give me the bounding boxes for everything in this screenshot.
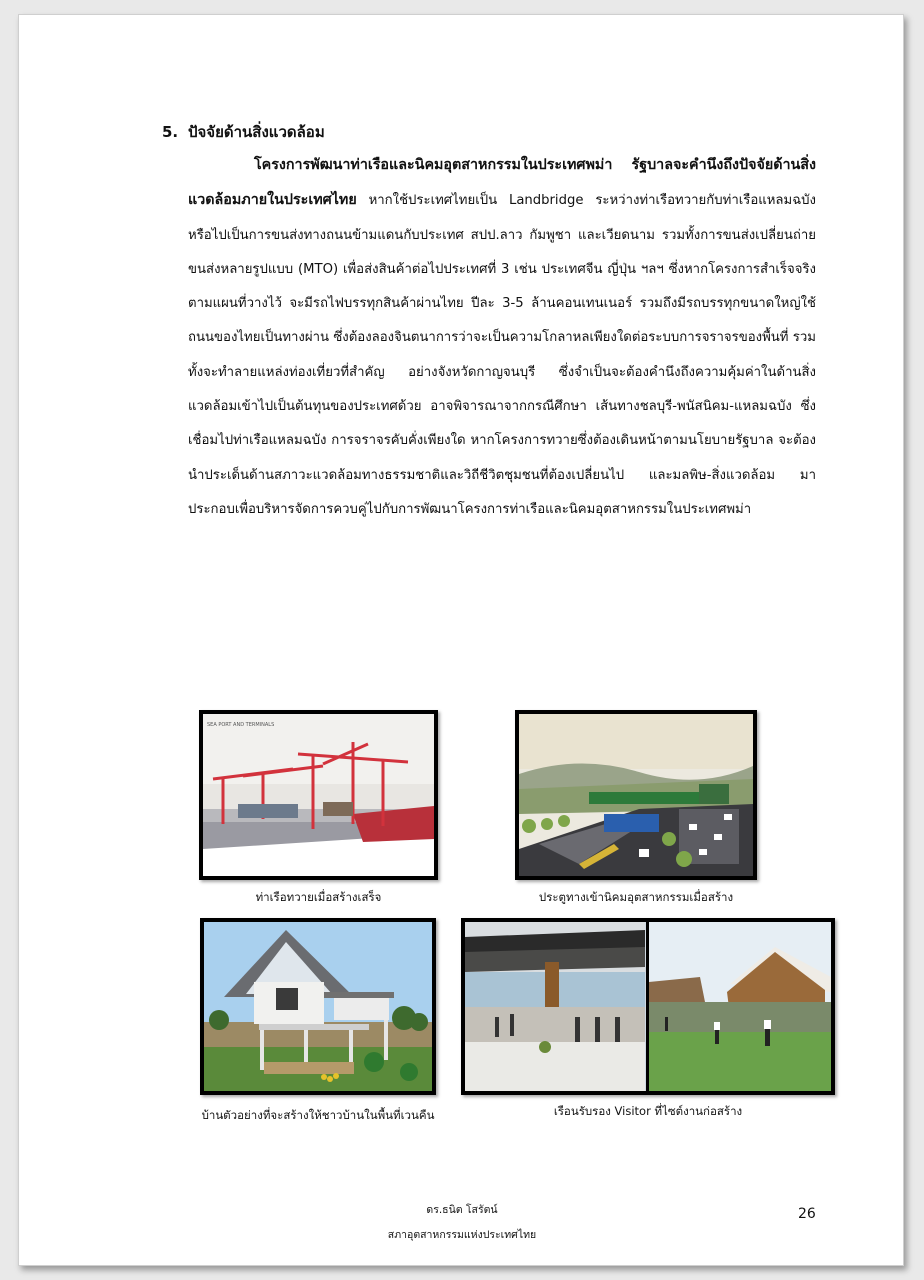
estate-gate-photo (515, 710, 757, 880)
section-heading (162, 120, 325, 144)
paragraph-bold-lead: โครงการพัฒนาท่าเรือและนิคมอุตสาหกรรมในประเทศพม่า รัฐบาลจะคำนึงถึงปัจจัยด้านสิ่งแวดล้อมภายในประเทศไทย (188, 157, 816, 209)
paragraph-text: หากใช้ประเทศไทยเป็น Landbridge ระหว่างท่าเรือทวายกับท่าเรือแหลมฉบัง หรือไปเป็นการขนส่งทางถนนข้ามแดนกับประเทศ สปป.ลาว กัมพูชา และเวียดนาม รวมทั้งการขนส่งเปลี่ยนถ่าย ขนส่งหลายรูปแบบ (MTO) เพื่อส่งสินค้าต่อไปประเทศที่ 3 เช่น ประเทศจีน ญี่ปุ่น ฯลฯ ซึ่งหากโครงการสำเร็จจริงตามแผนที่วางไว้ จะมีรถไฟบรรทุกสินค้าผ่านไทย ปีละ 3-5 ล้านคอนเทนเนอร์ รวมถึงมีรถบรรทุกขนาดใหญ่ใช้ถนนของไทยเป็นทางผ่าน ซึ่งต้องลองจินตนาการว่าจะเป็นความโกลาหลเพียงใดต่อระบบการจราจรของพื้นที่ รวมทั้งจะทำลายแหล่งท่องเที่ยวที่สำคัญ อย่างจังหวัดกาญจนบุรี ซึ่งจำเป็นจะต้องคำนึงถึงความคุ้มค่าในด้านสิ่งแวดล้อมเข้าไปเป็นต้นทุนของประเทศด้วย อาจพิจารณาจากกรณีศึกษา เส้นทางชลบุรี-พนัสนิคม-แหลมฉบัง ซึ่งเชื่อมไปท่าเรือแหลมฉบัง การจราจรคับคั่งเพียงใด หากโครงการทวายซึ่งต้องเดินหน้าตามนโยบายรัฐบาล จะต้องนำประเด็นด้านสภาวะแวดล้อมทางธรรมชาติและวิถีชีวิตชุมชนที่ต้องเปลี่ยนไป และมลพิษ-สิ่งแวดล้อม มาประกอบเพื่อบริหารจัดการควบคู่ไปกับการพัฒนาโครงการท่าเรือและนิคมอุตสาหกรรมในประเทศพม่า (188, 193, 816, 517)
body-paragraph (188, 148, 816, 527)
section-title: ปัจจัยด้านสิ่งแวดล้อม (188, 123, 325, 141)
visitor-house-photo (461, 918, 835, 1095)
model-house-photo-caption: บ้านตัวอย่างที่จะสร้างให้ชาวบ้านในพื้นที่เวนคืน (201, 1108, 435, 1122)
page-number: 26 (798, 1206, 816, 1222)
visitor-house-photo-caption: เรือนรับรอง Visitor ที่ไซต์งานก่อสร้าง (553, 1104, 743, 1118)
model-house-photo (200, 918, 436, 1095)
port-photo-caption: ท่าเรือทวายเมื่อสร้างเสร็จ (255, 890, 382, 904)
port-photo (199, 710, 438, 880)
poster-caption-text: SEA PORT AND TERMINALS (207, 722, 275, 728)
footer-author: ดร.ธนิต โสรัตน์ (426, 1204, 498, 1216)
footer-organization: สภาอุตสาหกรรมแห่งประเทศไทย (387, 1229, 537, 1241)
estate-gate-photo-caption: ประตูทางเข้านิคมอุตสาหกรรมเมื่อสร้าง (538, 890, 734, 904)
section-number: 5. (162, 123, 179, 141)
